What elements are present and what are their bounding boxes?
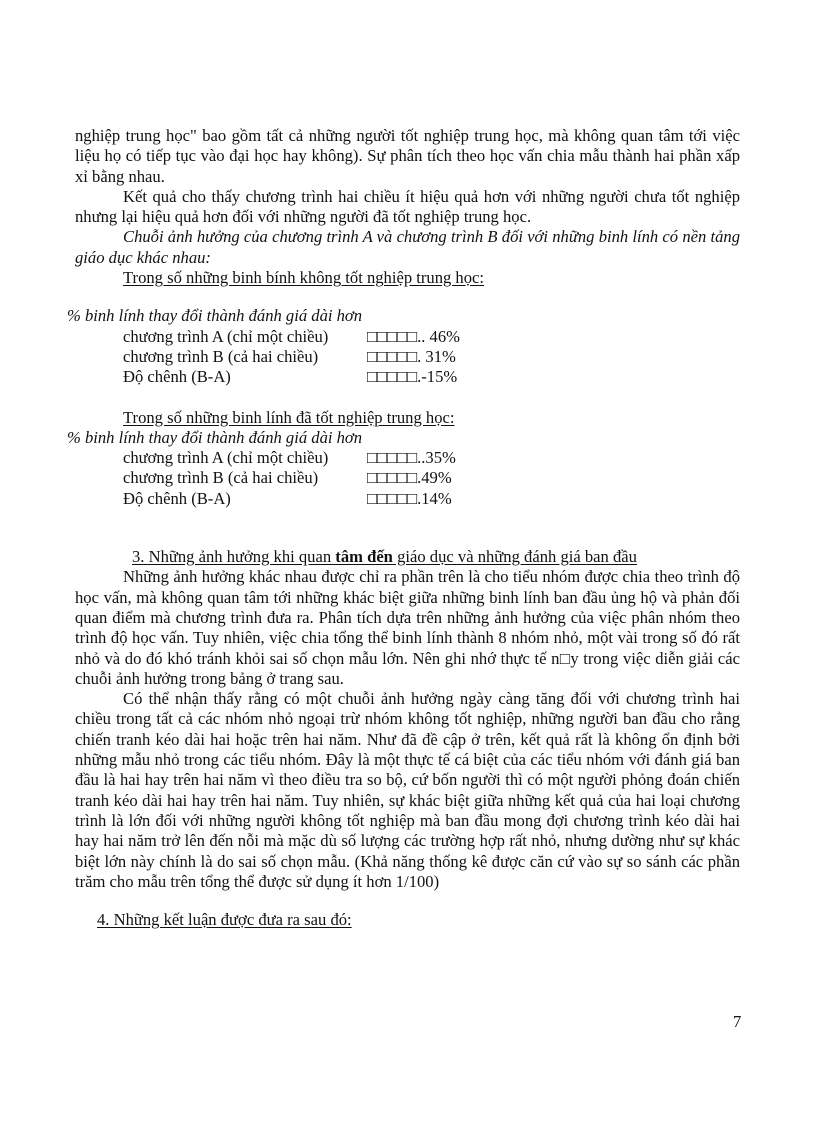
row-label: chương trình B (cả hai chiều) xyxy=(123,468,319,488)
section3-heading-post: giáo dục và những đánh giá ban đầu xyxy=(392,547,637,567)
row-label: chương trình A (chỉ một chiều) xyxy=(123,326,329,346)
row-label: chương trình B (cả hai chiều) xyxy=(123,346,319,366)
row-value: □□□□□.. 46% xyxy=(367,326,460,346)
section3-heading xyxy=(132,547,637,566)
spacer xyxy=(75,288,740,306)
section3-paragraph-2: Có thể nhận thấy rằng có một chuỗi ảnh hưởng ngày càng tăng đối với chương trình hai chiều trong tất cả các nhóm nhỏ ngoại trừ nhóm không tốt nghiệp, những người ban đầu cho rằng chiến tranh kéo dài hai hoặc trên hai năm. Như đã đề cập ở trên, kết quả rất là không ổn định bởi những mẫu nhỏ trong các tiểu nhóm. Đây là một thực tế cá biệt của các tiểu nhóm với đánh giá ban đầu là hai hay trên hai năm vì theo điều tra so bộ, cứ bốn người thì có một người phỏng đoán chiến tranh kéo dài hai hay trên hai năm. Tuy nhiên, sự khác biệt giữa những kết quả của hai loại chương trình là lớn đối với những người không tốt nghiệp mà ban đầu mong đợi chương trình kéo dài hai hay hai năm trở lên đến nỗi mà mặc dù số lượng các trường hợp rất nhỏ, nhưng dường như sự khác biệt lớn này chính là do sai số chọn mẫu. (Khả năng thống kê được căn cứ vào sự so sánh các phần trăm cho mẫu trên tổng thể được sử dụng ít hơn 1/100) xyxy=(75,689,740,891)
group1-heading: Trong số những binh bính không tốt nghiệp trung học: xyxy=(123,268,485,288)
row-value: □□□□□.-15% xyxy=(367,367,458,387)
group1-heading-line xyxy=(75,268,740,288)
table-row xyxy=(123,327,740,347)
table-row xyxy=(123,468,740,488)
row-label: Độ chênh (B-A) xyxy=(123,488,231,508)
row-value: □□□□□. 31% xyxy=(367,346,456,366)
page-content xyxy=(67,126,740,930)
section3-paragraph-1: Những ảnh hưởng khác nhau được chỉ ra phần trên là cho tiểu nhóm được chia theo trình độ học vấn, mà không quan tâm tới những khác biệt giữa những binh lính ban đầu ủng hộ và phản đối quan điểm mà chương trình đưa ra. Phân tích dựa trên những ảnh hưởng của việc phân nhóm theo trình độ học vấn. Tuy nhiên, việc chia tổng thể binh lính thành 8 nhóm nhỏ, một vài trong số đó rất nhỏ và do đó khó tránh khỏi sai số chọn mẫu lớn. Nên ghi nhớ thực tế n□y trong việc diễn giải các chuỗi ảnh hưởng trong bảng ở trang sau. xyxy=(75,567,740,688)
table-row xyxy=(123,489,740,509)
section3-heading-line xyxy=(75,547,740,567)
group1-pct-label: % binh lính thay đổi thành đánh giá dài hơn xyxy=(67,306,363,326)
row-value: □□□□□.14% xyxy=(367,488,452,508)
spacer xyxy=(75,388,740,408)
section4-heading: 4. Những kết luận được đưa ra sau đó: xyxy=(97,910,352,930)
group2-heading-line xyxy=(75,408,740,428)
spacer xyxy=(75,892,740,910)
table-row xyxy=(123,347,740,367)
section3-heading-bold: tâm đến xyxy=(335,547,393,567)
paragraph-chain-intro: Chuỗi ảnh hưởng của chương trình A và chương trình B đối với những binh lính có nền tảng giáo dục khác nhau: xyxy=(75,227,740,267)
section3-heading-pre: 3. Những ảnh hưởng khi quan xyxy=(132,547,336,567)
row-value: □□□□□.49% xyxy=(367,468,452,488)
group2-heading: Trong số những binh lính đã tốt nghiệp trung học: xyxy=(123,407,455,427)
row-value: □□□□□..35% xyxy=(367,448,456,468)
table-row xyxy=(123,367,740,387)
row-label: chương trình A (chỉ một chiều) xyxy=(123,448,329,468)
paragraph-result: Kết quả cho thấy chương trình hai chiều ít hiệu quả hơn với những người chưa tốt nghiệp nhưng lại hiệu quả hơn đối với những người đã tốt nghiệp trung học. xyxy=(75,186,740,227)
row-label: Độ chênh (B-A) xyxy=(123,367,231,387)
group2-pct-label: % binh lính thay đổi thành đánh giá dài hơn xyxy=(67,427,363,447)
spacer xyxy=(75,509,740,547)
page-number: 7 xyxy=(733,1012,742,1031)
section4-heading-line xyxy=(75,910,740,930)
paragraph-intro: nghiệp trung học" bao gồm tất cả những người tốt nghiệp trung học, mà không quan tâm tới việc liệu họ có tiếp tục vào đại học hay không). Sự phân tích theo học vấn chia mẫu thành hai phần xấp xỉ bằng nhau. xyxy=(75,126,740,186)
table-row xyxy=(123,448,740,468)
